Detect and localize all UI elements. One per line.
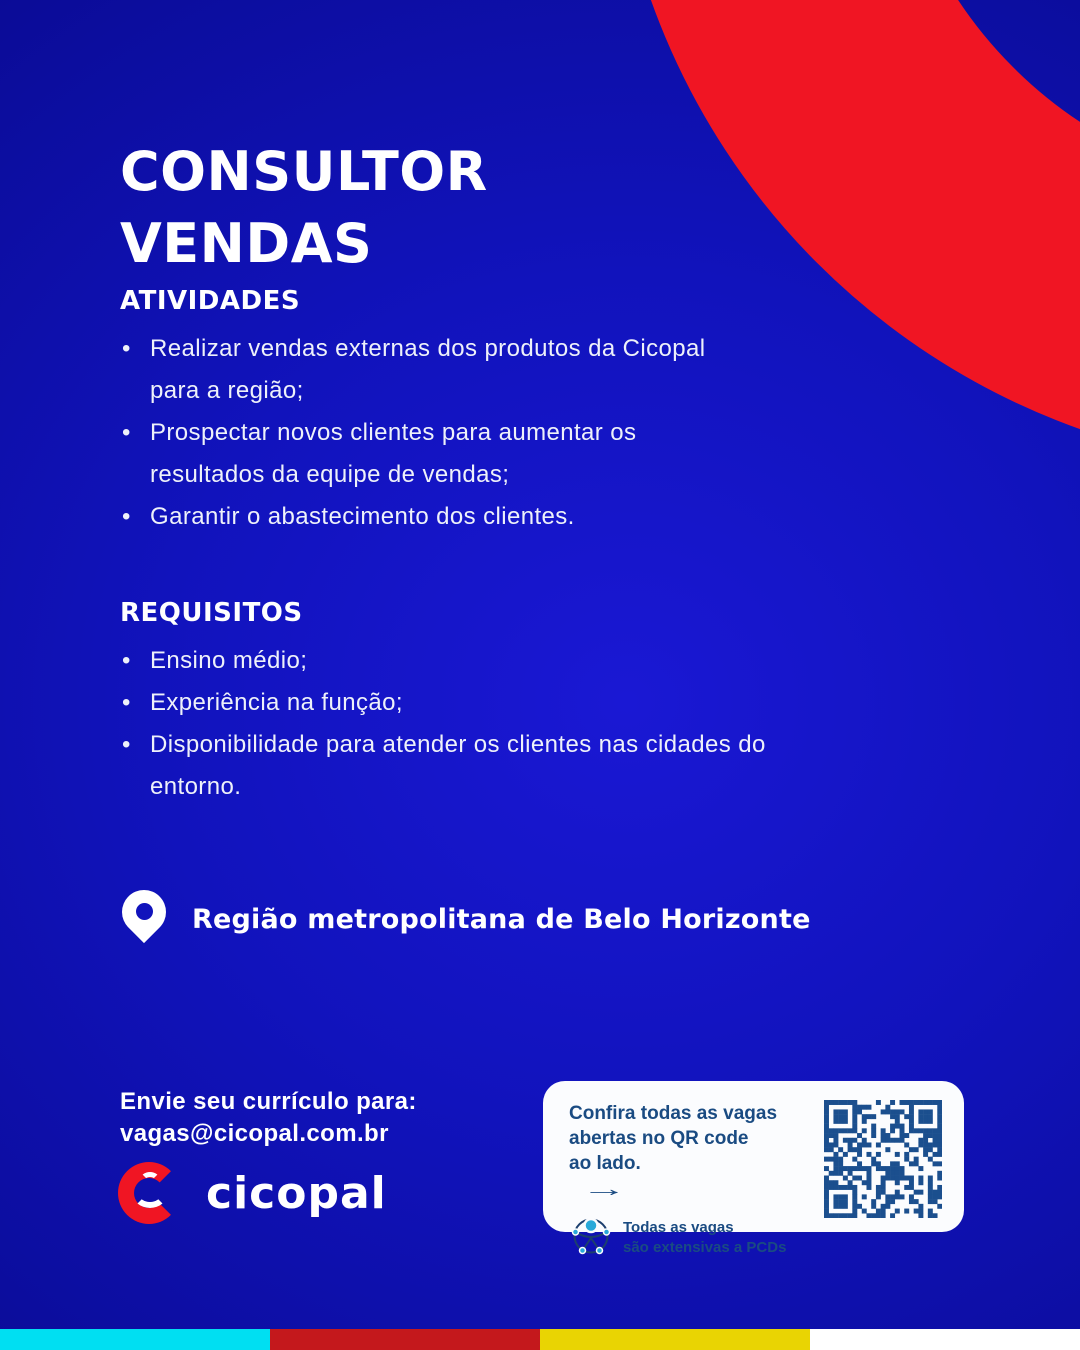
text-line: • Prospectar novos clientes para aumentar os bbox=[150, 419, 637, 446]
cicopal-wordmark: cicopal bbox=[206, 1167, 387, 1219]
cicopal-logo bbox=[118, 1158, 387, 1228]
text-line: entorno. bbox=[150, 773, 242, 800]
contact-block bbox=[120, 1086, 417, 1150]
title-line-2: VENDAS bbox=[120, 212, 373, 276]
activities-heading: ATIVIDADES bbox=[120, 286, 301, 316]
stripe-yellow bbox=[540, 1329, 810, 1350]
activity-item bbox=[120, 328, 840, 412]
activities-section bbox=[120, 286, 840, 538]
requirement-item bbox=[120, 724, 840, 808]
cicopal-logo-icon bbox=[118, 1158, 184, 1228]
text-line: • Experiência na função; bbox=[150, 689, 403, 716]
requirements-heading: REQUISITOS bbox=[120, 598, 303, 628]
text-line: são extensivas a PCDs bbox=[623, 1238, 787, 1256]
qr-note bbox=[569, 1101, 786, 1201]
stripe-cyan bbox=[0, 1329, 270, 1350]
location-pin-icon bbox=[118, 888, 170, 950]
accessibility-icon bbox=[569, 1213, 613, 1262]
title-line-1: CONSULTOR bbox=[120, 140, 488, 204]
page-title bbox=[120, 136, 488, 280]
footer-color-stripes bbox=[0, 1329, 1080, 1350]
text-line: resultados da equipe de vendas; bbox=[150, 461, 510, 488]
text-line: ao lado. bbox=[569, 1153, 641, 1174]
text-line: para a região; bbox=[150, 377, 304, 404]
text-line: • Realizar vendas externas dos produtos da Cicopal bbox=[150, 335, 706, 362]
text-line: abertas no QR code bbox=[569, 1128, 749, 1149]
stripe-red bbox=[270, 1329, 540, 1350]
pcd-row bbox=[569, 1213, 786, 1262]
text-line: Todas as vagas bbox=[623, 1218, 734, 1236]
right-arrow-icon: → bbox=[581, 1176, 628, 1201]
pcd-text bbox=[623, 1218, 786, 1258]
location-text: Região metropolitana de Belo Horizonte bbox=[192, 903, 811, 935]
text-line: Confira todas as vagas bbox=[569, 1103, 778, 1124]
text-line: • Disponibilidade para atender os clientes nas cidades do bbox=[150, 731, 766, 758]
contact-email: vagas@cicopal.com.br bbox=[120, 1120, 389, 1147]
activity-item bbox=[120, 412, 840, 496]
contact-label: Envie seu currículo para: bbox=[120, 1088, 417, 1115]
activities-list bbox=[120, 328, 840, 538]
stripe-white bbox=[810, 1329, 1080, 1350]
text-line: • Garantir o abastecimento dos clientes. bbox=[150, 503, 575, 530]
qr-card bbox=[543, 1081, 964, 1256]
requirements-section bbox=[120, 598, 840, 808]
requirement-item bbox=[120, 640, 840, 682]
activity-item bbox=[120, 496, 840, 538]
requirement-item bbox=[120, 682, 840, 724]
requirements-list bbox=[120, 640, 840, 808]
location-row bbox=[118, 888, 811, 950]
text-line: • Ensino médio; bbox=[150, 647, 308, 674]
